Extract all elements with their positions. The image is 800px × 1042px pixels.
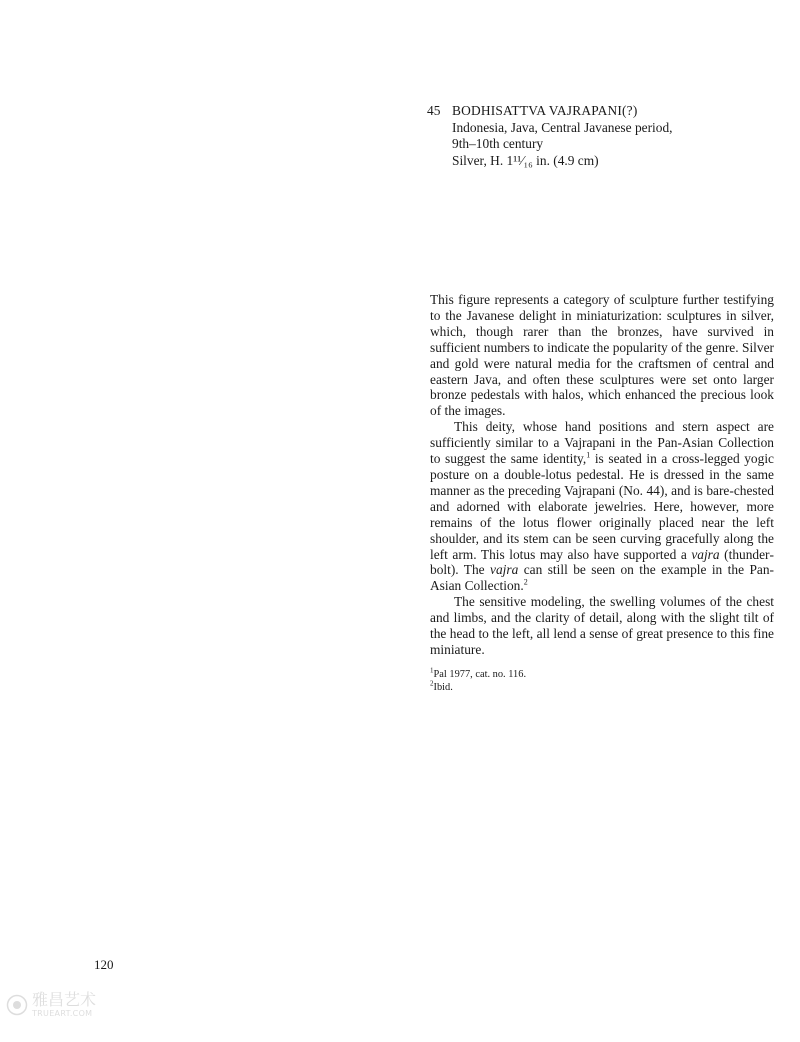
footnote-text: Ibid. [433, 682, 453, 693]
entry-number: 45 [427, 103, 441, 118]
entry-body [430, 292, 774, 658]
paragraph-2 [430, 419, 774, 594]
p2-text-d: can still be seen on the example in the Pan-Asian Collection. [430, 562, 774, 594]
footnote-mark: 1 [430, 666, 434, 675]
paragraph-3: The sensitive modeling, the swelling volumes of the chest and limbs, and the clarity of detail, along with the slight tilt of the head to the left, all lend a sense of great presence to this fine miniature. [430, 594, 774, 657]
footnotes [430, 668, 526, 694]
catalogue-entry-heading [427, 103, 673, 169]
watermark [6, 991, 96, 1018]
entry-date: 9th–10th century [452, 136, 544, 152]
footnote-ref-2: 2 [523, 577, 528, 587]
footnote-ref-1: 1 [586, 450, 591, 460]
vajra-term: vajra [691, 546, 720, 562]
vajra-term: vajra [490, 562, 519, 578]
p2-text-a: This deity, whose hand positions and stern aspect are sufficiently similar to a Vajrapani in the Pan-Asian Collection to suggest the same identity, [430, 419, 774, 467]
watermark-text-cn: 雅昌艺术 [32, 990, 97, 1009]
p2-text-c: (thunderbolt). The [430, 546, 774, 578]
footnote-mark: 2 [430, 679, 434, 688]
page-number: 120 [94, 957, 114, 972]
entry-material: Silver, H. 1¹¹⁄₁₆ in. (4.9 cm) [452, 152, 599, 168]
entry-title: BODHISATTVA VAJRAPANI(?) [452, 103, 638, 118]
p2-text-b: is seated in a cross-legged yogic posture on a double-lotus pedestal. He is dressed in the same manner as the preceding Vajrapani (No. 44), and is bare-chested and adorned with elaborate jewelries. Here, however, more remains of the lotus flower originally placed near the left shoulder, and its stem can be seen curving gracefully along the left arm. This lotus may also have supported a [430, 451, 774, 562]
watermark-logo-icon [6, 994, 28, 1016]
footnote [430, 681, 526, 694]
paragraph-1: This figure represents a category of sculpture further testifying to the Javanese delight in miniaturization: sculptures in silver, which, though rarer than the bronzes, have survived in sufficient numbers to indicate the popularity of the genre. Silver and gold were natural media for the craftsmen of central and eastern Java, and often these sculptures were set onto larger bronze pedestals with halos, which enhanced the precious look of the images. [430, 292, 774, 419]
footnote [430, 668, 526, 681]
entry-place: Indonesia, Java, Central Javanese period, [452, 119, 673, 135]
watermark-text-en: TRUEART.COM [32, 1009, 93, 1018]
footnote-text: Pal 1977, cat. no. 116. [433, 669, 527, 680]
entry-title-row [427, 103, 673, 120]
